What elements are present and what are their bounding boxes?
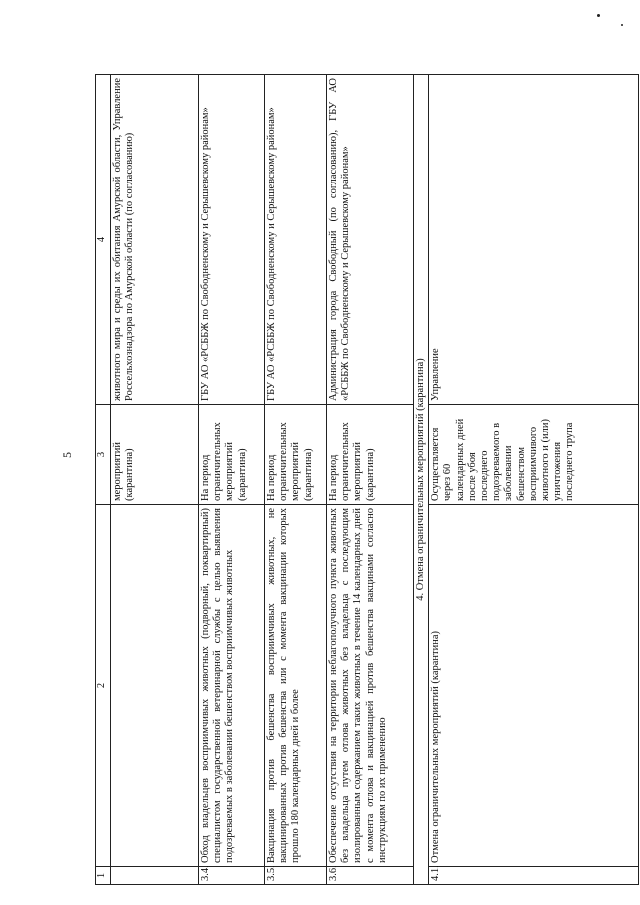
table-header-row [96,75,111,885]
row-responsible: Управление [429,75,639,405]
section-title-row [414,75,429,885]
scan-speck [597,14,600,17]
measures-table-container [95,75,631,885]
header-cell-3: 3 [96,405,111,505]
row-number: 3.5. [265,867,327,885]
row-responsible: ГБУ АО «РСББЖ по Свободненскому и Серышевскому районам» [199,75,265,405]
header-cell-1: 1 [96,867,111,885]
measures-table [95,74,639,885]
table-row-continued [111,75,199,885]
row-responsible: ГБУ АО «РСББЖ по Свободненскому и Серышевскому районам» [265,75,327,405]
row-number: 3.6. [327,867,414,885]
header-cell-4: 4 [96,75,111,405]
table-row-last [429,75,639,885]
row-action: Обеспечение отсутствия на территории неблагополучного пункта животных без владельца путем отлова животных без владельца с последующим изолированным содержанием таких животных в течение 14 календарных дней с момента отлова и вакцинацией против бешенства вакцинами согласно инструкциям по их применению [327,505,414,867]
row-term: На период ограничительных мероприятий (карантина) [327,405,414,505]
section-title: 4. Отмена ограничительных мероприятий (карантина) [414,75,429,885]
row-number: 4.1. [429,867,639,885]
table-row [265,75,327,885]
row-term: На период ограничительных мероприятий (карантина) [199,405,265,505]
row-responsible: животного мира и среды их обитания Амурской области, Управление Россельхознадзора по Амурской области (по согласованию) [111,75,199,405]
row-number: 3.4. [199,867,265,885]
page-number: 5 [60,452,74,458]
row-term: На период ограничительных мероприятий (карантина) [265,405,327,505]
row-action [111,505,199,867]
row-action: Отмена ограничительных мероприятий (карантина) [429,505,639,867]
header-cell-2: 2 [96,505,111,867]
row-action: Обход владельцев восприимчивых животных (подворный, поквартирный) специалистом государственной ветеринарной службы с целью выявления подозреваемых в заболевании бешенством восприимчивых животных [199,505,265,867]
row-responsible: Администрация города Свободный (по согласованию), ГБУ АО «РСББЖ по Свободненскому и Серышевскому районам» [327,75,414,405]
row-term: Осуществляется через 60 календарных дней после убоя последнего подозреваемого в заболевании бешенством восприимчивого животного и (или) уничтожения последнего трупа [429,405,639,505]
row-number [111,867,199,885]
row-term: мероприятий (карантина) [111,405,199,505]
row-action: Вакцинация против бешенства восприимчивых животных, не вакцинированных против бешенства или с момента вакцинации которых прошло 180 календарных дней и более [265,505,327,867]
scan-speck [621,24,623,26]
table-row [327,75,414,885]
table-row [199,75,265,885]
